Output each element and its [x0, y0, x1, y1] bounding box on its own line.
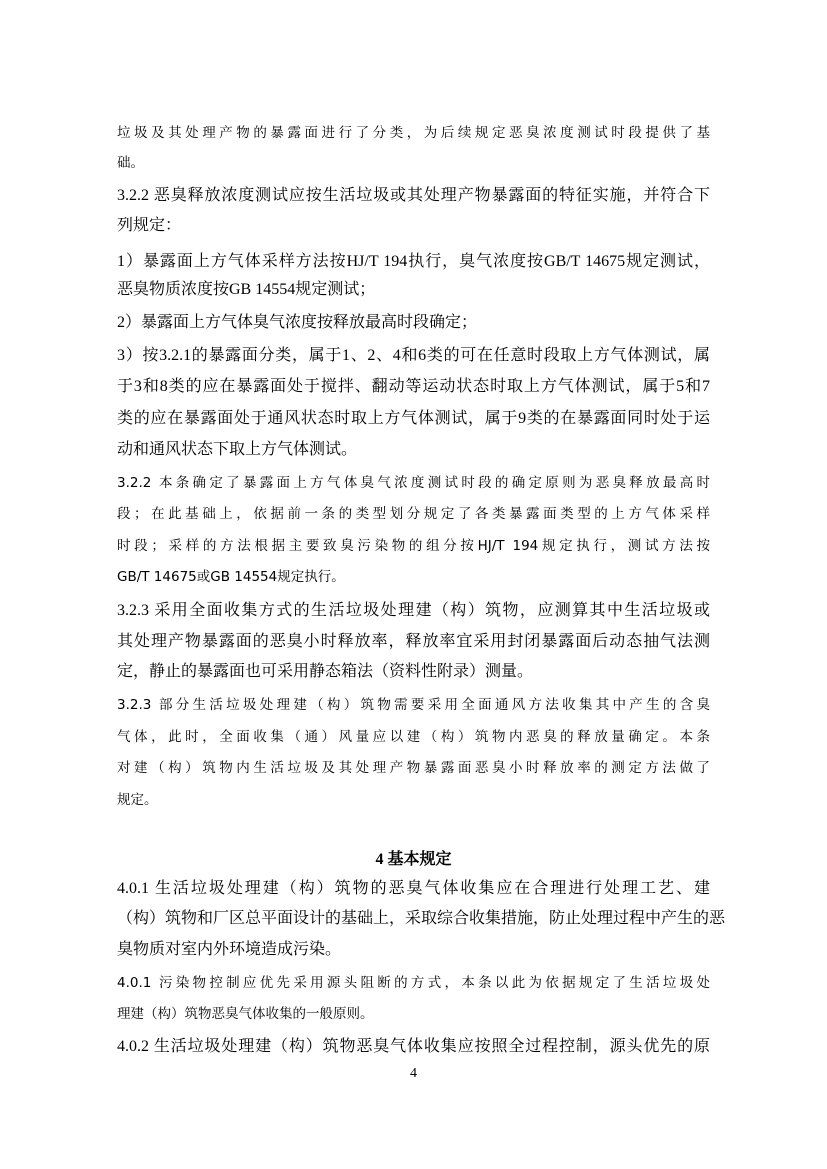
commentary-line: 3.2.2 本条确定了暴露面上方气体臭气浓度测试时段的确定原则为恶臭释放最高时 [117, 475, 710, 491]
text-line: 4.0.2 生活垃圾处理建（构）筑物恶臭气体收集应按照全过程控制，源头优先的原 [117, 1038, 710, 1055]
section-heading: 4 基本规定 [375, 851, 452, 868]
text-line: 其处理产物暴露面的恶臭小时释放率，释放率宜采用封闭暴露面后动态抽气法测 [117, 633, 710, 650]
text-line: 定，静止的暴露面也可采用静态箱法（资料性附录）测量。 [117, 663, 534, 680]
text-line: 于3和8类的应在暴露面处于搅拌、翻动等运动状态时取上方气体测试，属于5和7 [117, 378, 710, 395]
text-line: （构）筑物和厂区总平面设计的基础上，采取综合收集措施，防止处理过程中产生的恶 [117, 910, 726, 927]
commentary-line: 段；在此基础上，依据前一条的类型划分规定了各类暴露面类型的上方气体采样 [117, 506, 710, 522]
commentary-line: 规定。 [117, 792, 158, 808]
page-number: 4 [410, 1066, 417, 1081]
commentary-line: 理建（构）筑物恶臭气体收集的一般原则。 [117, 1006, 374, 1022]
text-line: 3.2.2 恶臭释放浓度测试应按生活垃圾或其处理产物暴露面的特征实施，并符合下 [117, 187, 710, 204]
commentary-line: 气体，此时，全面收集（通）风量应以建（构）筑物内恶臭的释放量确定。本条 [117, 729, 710, 745]
text-line: 恶臭物质浓度按GB 14554规定测试； [117, 281, 376, 298]
text-line: 臭物质对室内外环境造成污染。 [117, 941, 342, 958]
text-line: 列规定： [117, 217, 182, 234]
commentary-line: 础。 [117, 155, 144, 171]
text-line: 2）暴露面上方气体臭气浓度按释放最高时段确定； [117, 314, 478, 331]
commentary-line: 3.2.3 部分生活垃圾处理建（构）筑物需要采用全面通风方法收集其中产生的含臭 [117, 697, 710, 713]
commentary-line: 时段；采样的方法根据主要致臭污染物的组分按HJ/T 194规定执行，测试方法按 [117, 538, 710, 554]
commentary-line: GB/T 14675或GB 14554规定执行。 [117, 569, 345, 585]
text-line: 3）按3.2.1的暴露面分类，属于1、2、4和6类的可在任意时段取上方气体测试，属 [117, 347, 710, 364]
text-line: 3.2.3 采用全面收集方式的生活垃圾处理建（构）筑物，应测算其中生活垃圾或 [117, 602, 710, 619]
commentary-line: 4.0.1 污染物控制应优先采用源头阻断的方式，本条以此为依据规定了生活垃圾处 [117, 975, 710, 991]
text-line: 动和通风状态下取上方气体测试。 [117, 441, 358, 458]
commentary-line: 对建（构）筑物内生活垃圾及其处理产物暴露面恶臭小时释放率的测定方法做了 [117, 760, 710, 776]
text-line: 1）暴露面上方气体采样方法按HJ/T 194执行，臭气浓度按GB/T 14675规定测试， [117, 253, 710, 270]
text-line: 类的应在暴露面处于通风状态时取上方气体测试，属于9类的在暴露面同时处于运 [117, 410, 710, 427]
text-line: 4.0.1 生活垃圾处理建（构）筑物的恶臭气体收集应在合理进行处理工艺、建 [117, 880, 710, 897]
commentary-line: 垃圾及其处理产物的暴露面进行了分类，为后续规定恶臭浓度测试时段提供了基 [117, 125, 710, 141]
